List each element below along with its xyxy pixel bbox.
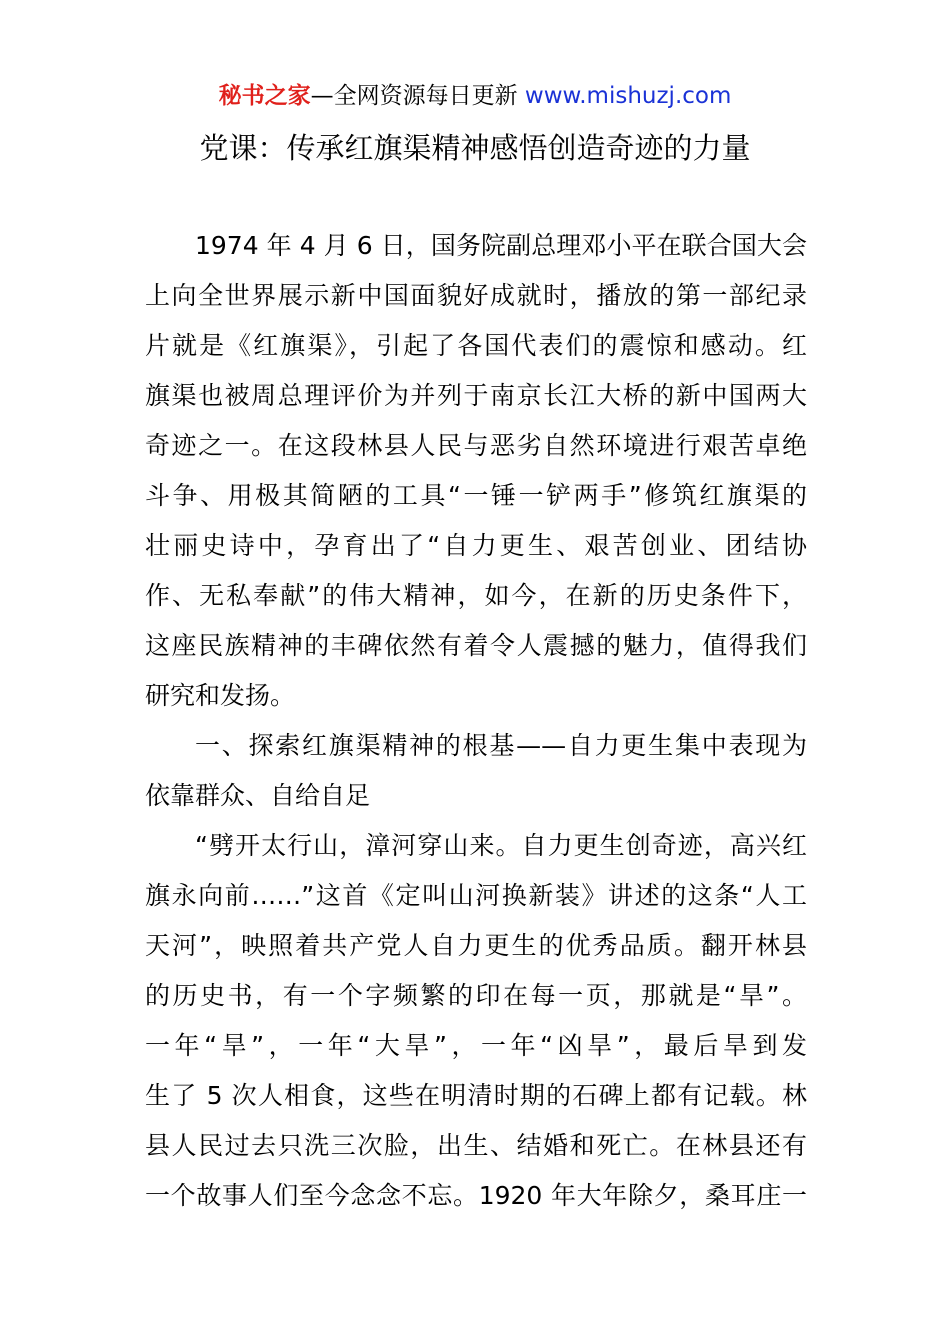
document-title: 党课：传承红旗渠精神感悟创造奇迹的力量: [199, 131, 751, 165]
body-line: 斗争、用极其简陋的工具“一锤一铲两手”修筑红旗渠的: [145, 481, 807, 510]
body-line: 研究和发扬。: [145, 681, 296, 710]
body-line: 壮丽史诗中，孕育出了“自力更生、艰苦创业、团结协: [145, 531, 807, 560]
body-line: 一个故事人们至今念念不忘。1920 年大年除夕，桑耳庄一: [145, 1181, 807, 1210]
body-line: 上向全世界展示新中国面貌好成就时，播放的第一部纪录: [145, 281, 807, 310]
section-heading-line: 一、探索红旗渠精神的根基——自力更生集中表现为: [195, 731, 807, 760]
section-heading-line: 依靠群众、自给自足: [145, 781, 371, 810]
body-line: 这座民族精神的丰碑依然有着令人震撼的魅力，值得我们: [145, 631, 807, 660]
body-line: 1974 年 4 月 6 日，国务院副总理邓小平在联合国大会: [195, 231, 807, 260]
body-line: “劈开太行山，漳河穿山来。自力更生创奇迹，高兴红: [195, 831, 807, 860]
site-url[interactable]: www.mishuzj.com: [517, 83, 732, 109]
site-tagline: —全网资源每日更新: [310, 83, 518, 109]
body-line: 旗永向前……”这首《定叫山河换新装》讲述的这条“人工: [145, 881, 807, 910]
body-line: 作、无私奉献”的伟大精神，如今，在新的历史条件下，: [145, 581, 807, 610]
body-line: 的历史书，有一个字频繁的印在每一页，那就是“旱”。: [145, 981, 807, 1010]
body-line: 片就是《红旗渠》，引起了各国代表们的震惊和感动。红: [145, 331, 807, 360]
site-header: [0, 80, 950, 112]
body-line: 旗渠也被周总理评价为并列于南京长江大桥的新中国两大: [145, 381, 807, 410]
site-brand: 秘书之家: [218, 83, 311, 109]
body-line: 天河”，映照着共产党人自力更生的优秀品质。翻开林县: [145, 931, 807, 960]
body-line: 县人民过去只洗三次脸，出生、结婚和死亡。在林县还有: [145, 1131, 807, 1160]
body-line: 生了 5 次人相食，这些在明清时期的石碑上都有记载。林: [145, 1081, 807, 1110]
document-body: [145, 221, 807, 1221]
body-line: 一年“旱”，一年“大旱”，一年“凶旱”，最后旱到发: [145, 1031, 807, 1060]
body-line: 奇迹之一。在这段林县人民与恶劣自然环境进行艰苦卓绝: [145, 431, 807, 460]
